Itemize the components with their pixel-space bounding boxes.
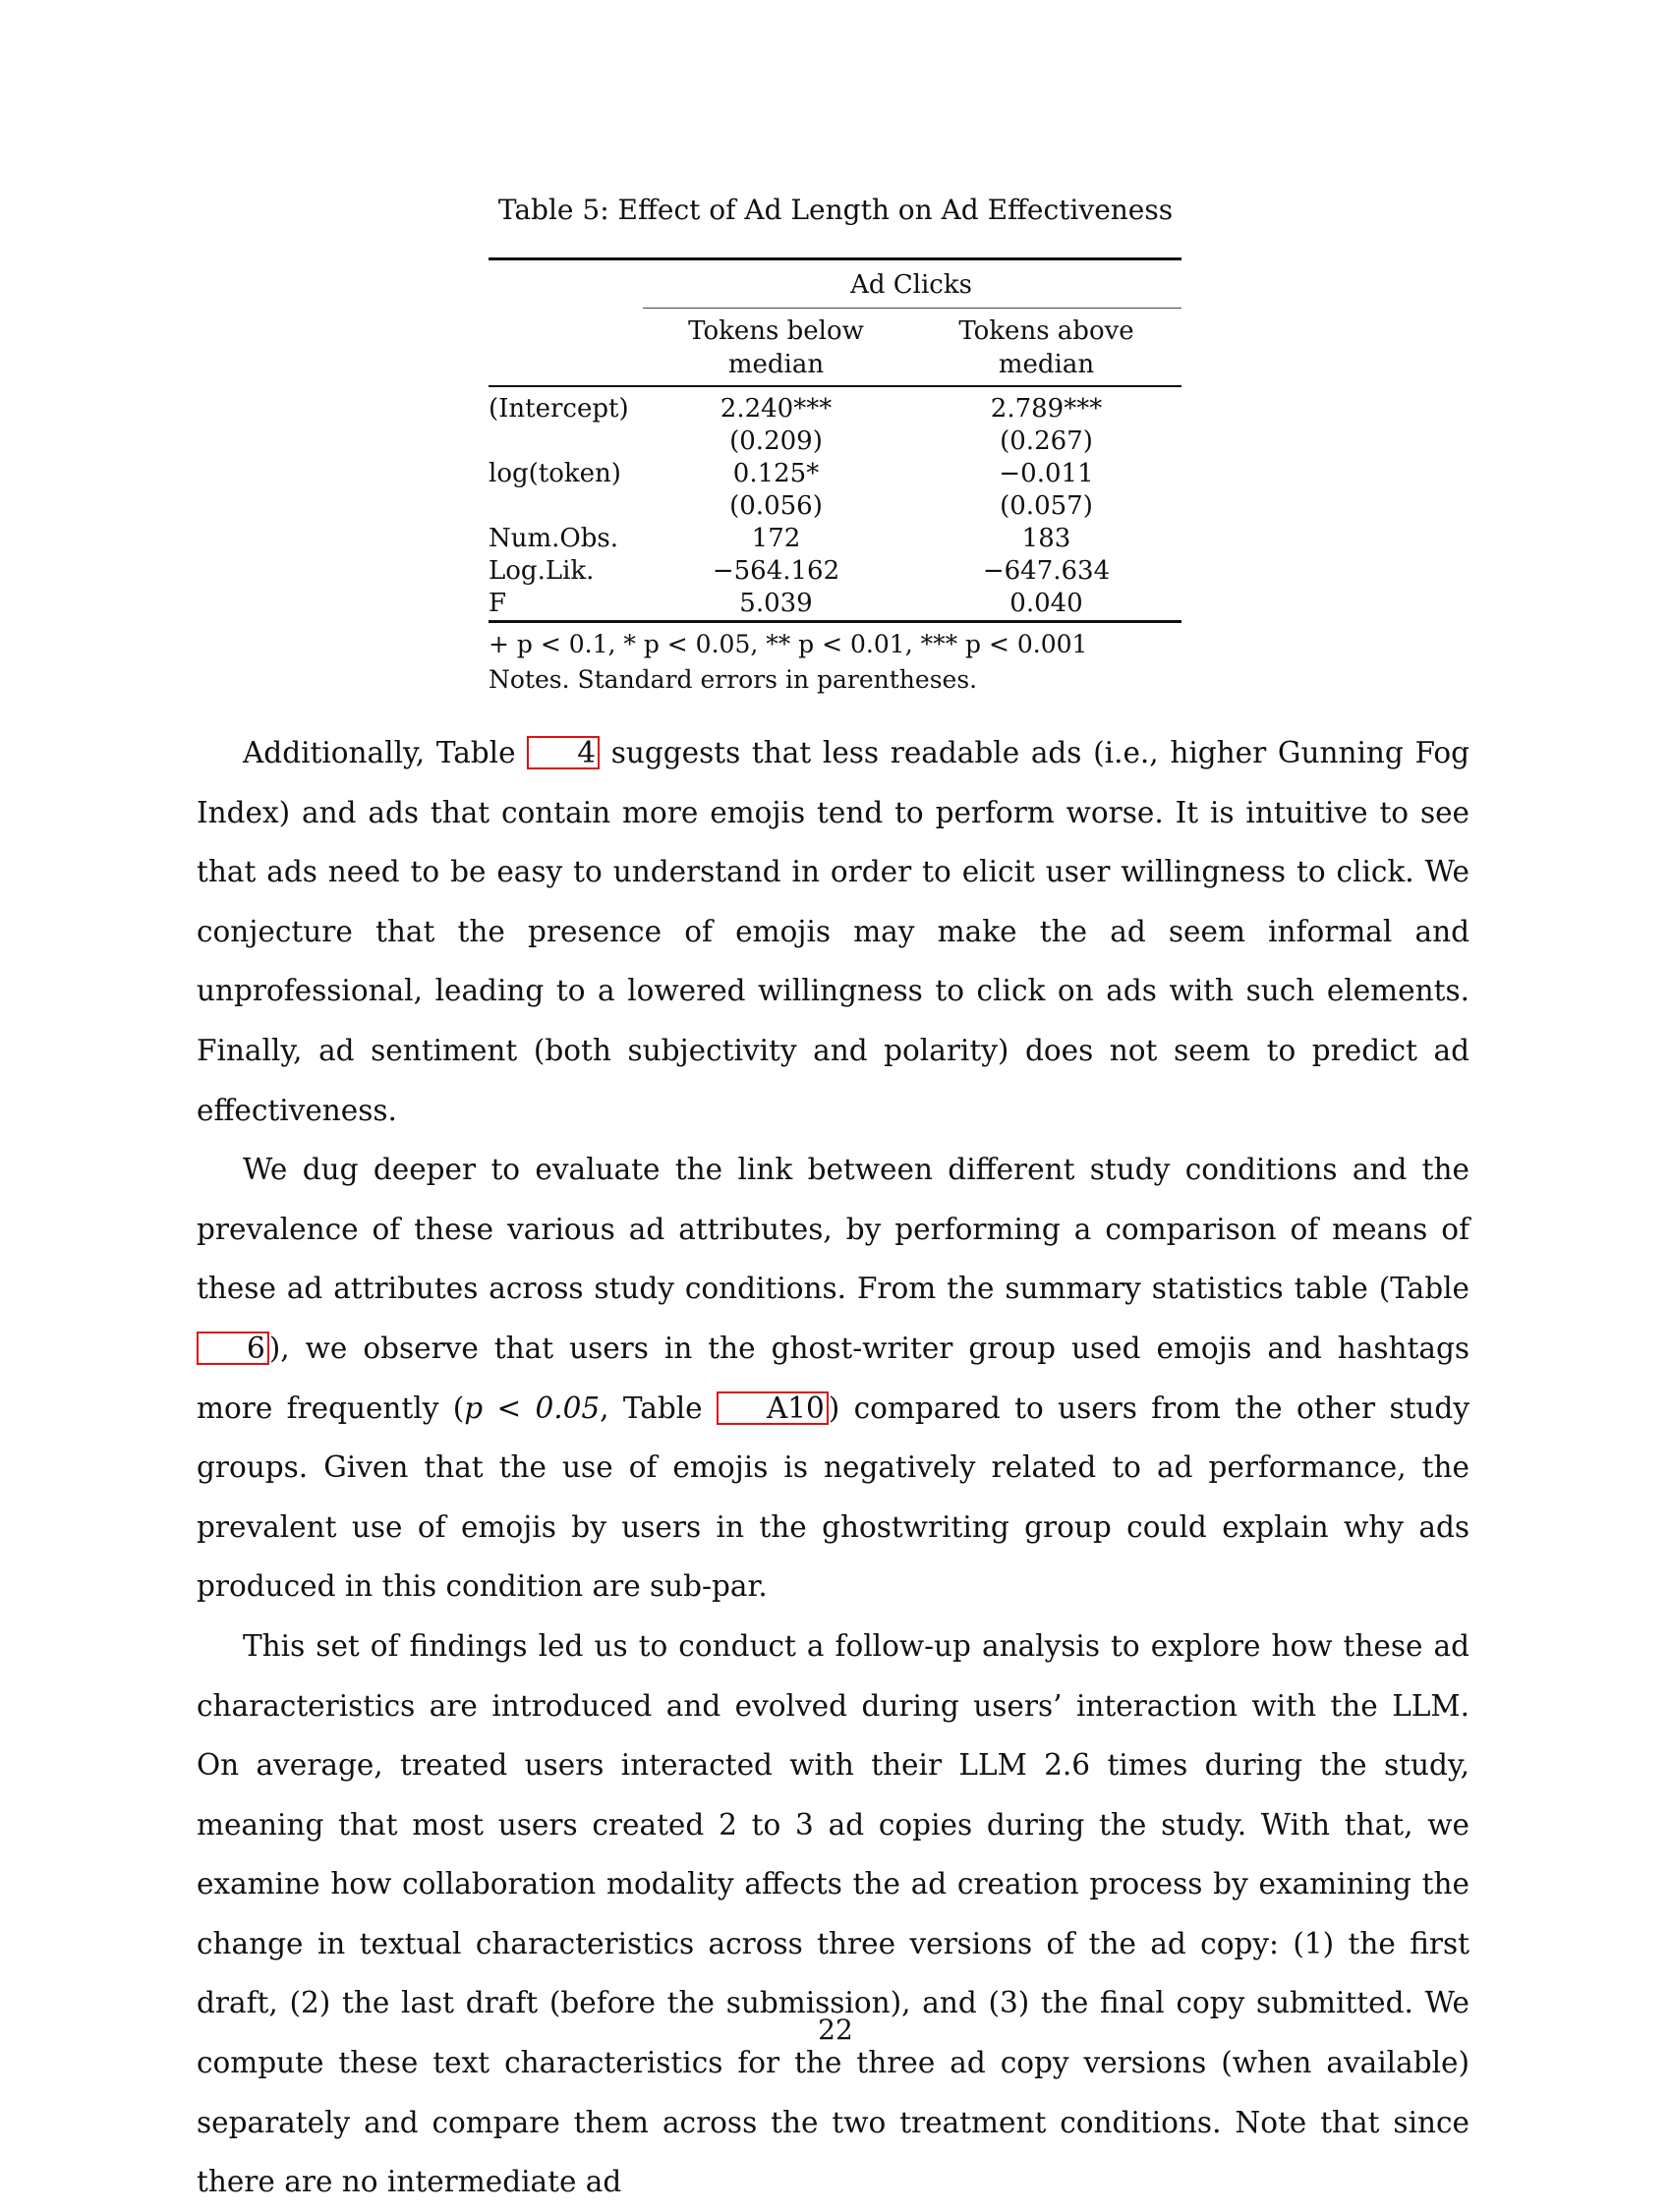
table-row	[489, 458, 1181, 490]
table-caption: Table 5: Effect of Ad Length on Ad Effectiveness	[497, 194, 1174, 226]
math-inline: p < 0.05	[464, 1390, 601, 1425]
cell: 0.125*	[732, 459, 820, 488]
row-label	[489, 425, 641, 458]
column-header: Tokens above median	[958, 316, 1134, 379]
table-row	[489, 555, 1181, 588]
text-run: We dug deeper to evaluate the link between different study conditions and the prevalence of these various ad attributes, by performing a comparison of means of these ad attributes across study conditions. From the summary statistics table (Table	[197, 1153, 1469, 1306]
text-run: suggests that less readable ads (i.e., higher Gunning Fog Index) and ads that contain more emojis tend to perform worse. It is intuitive to see that ads need to be easy to understand in order to elicit user willingness to click. We conjecture that the presence of emojis may make the ad seem informal and unprofessional, leading to a lowered willingness to click on ads with such elements. Finally, ad sentiment (both subjectivity and polarity) does not seem to predict ad effectiveness.	[197, 736, 1469, 1127]
cell: 2.240***	[720, 394, 833, 424]
cell: 2.789***	[990, 394, 1103, 424]
table-row	[489, 490, 1181, 523]
paragraph	[197, 723, 1469, 1140]
table-row	[489, 523, 1181, 555]
row-label: (Intercept)	[489, 394, 629, 424]
text-run: ), we observe that users in the ghost-writer group used emojis and hashtags more frequently (	[197, 1331, 1469, 1425]
table-body	[489, 387, 1181, 620]
cell: 0.040	[1009, 589, 1083, 618]
stub-header	[489, 314, 641, 381]
column-header: Tokens below median	[688, 316, 864, 379]
row-label: Num.Obs.	[489, 524, 618, 553]
table-row	[489, 387, 1181, 425]
paragraph	[197, 1140, 1469, 1616]
regression-table	[489, 257, 1181, 698]
table-link[interactable]: A10	[717, 1391, 829, 1425]
cell: 183	[1021, 524, 1071, 553]
table-spanner-header: Ad Clicks	[850, 270, 972, 300]
table-column-headers	[489, 309, 1181, 385]
table-link[interactable]: 4	[527, 736, 600, 769]
cell: (0.057)	[1000, 491, 1093, 521]
table-row	[489, 588, 1181, 620]
row-label: log(token)	[489, 459, 621, 488]
page-number: 22	[818, 2013, 853, 2046]
cell: −647.634	[982, 556, 1111, 586]
cell: 172	[751, 524, 801, 553]
body-text	[197, 723, 1469, 2212]
notes-text: Notes. Standard errors in parentheses.	[489, 665, 978, 694]
text-run: , Table	[600, 1390, 717, 1425]
table-row	[489, 425, 1181, 458]
cell: −564.162	[712, 556, 840, 586]
cell: −0.011	[999, 459, 1094, 488]
paragraph: This set of findings led us to conduct a follow-up analysis to explore how these ad characteristics are introduced and evolved during users’ interaction with the LLM. On average, treated users interacted with their LLM 2.6 times during the study, meaning that most users created 2 to 3 ad copies during the study. With that, we examine how collaboration modality affects the ad creation process by examining the change in textual characteristics across three versions of the ad copy: (1) the first draft, (2) the last draft (before the submission), and (3) the final copy submitted. We compute these text characteristics for the three ad copy versions (when available) separately and compare them across the two treatment conditions. Note that since there are no intermediate ad	[197, 1628, 1469, 2199]
table-link[interactable]: 6	[197, 1332, 269, 1365]
cell: 5.039	[739, 589, 813, 618]
row-label	[489, 490, 641, 523]
row-label: Log.Lik.	[489, 556, 595, 586]
cell: (0.056)	[729, 491, 823, 521]
table-notes	[489, 623, 1181, 698]
cell: (0.209)	[729, 426, 823, 456]
significance-note: + p < 0.1, * p < 0.05, ** p < 0.01, *** p < 0.001	[489, 630, 1088, 658]
cell: (0.267)	[1000, 426, 1093, 456]
text-run: Additionally, Table	[243, 736, 528, 769]
text-run: ) compared to users from the other study groups. Given that the use of emojis is negatively related to ad performance, the prevalent use of emojis by users in the ghostwriting group could explain why ads produced in this condition are sub-par.	[197, 1390, 1469, 1604]
row-label: F	[489, 589, 507, 618]
